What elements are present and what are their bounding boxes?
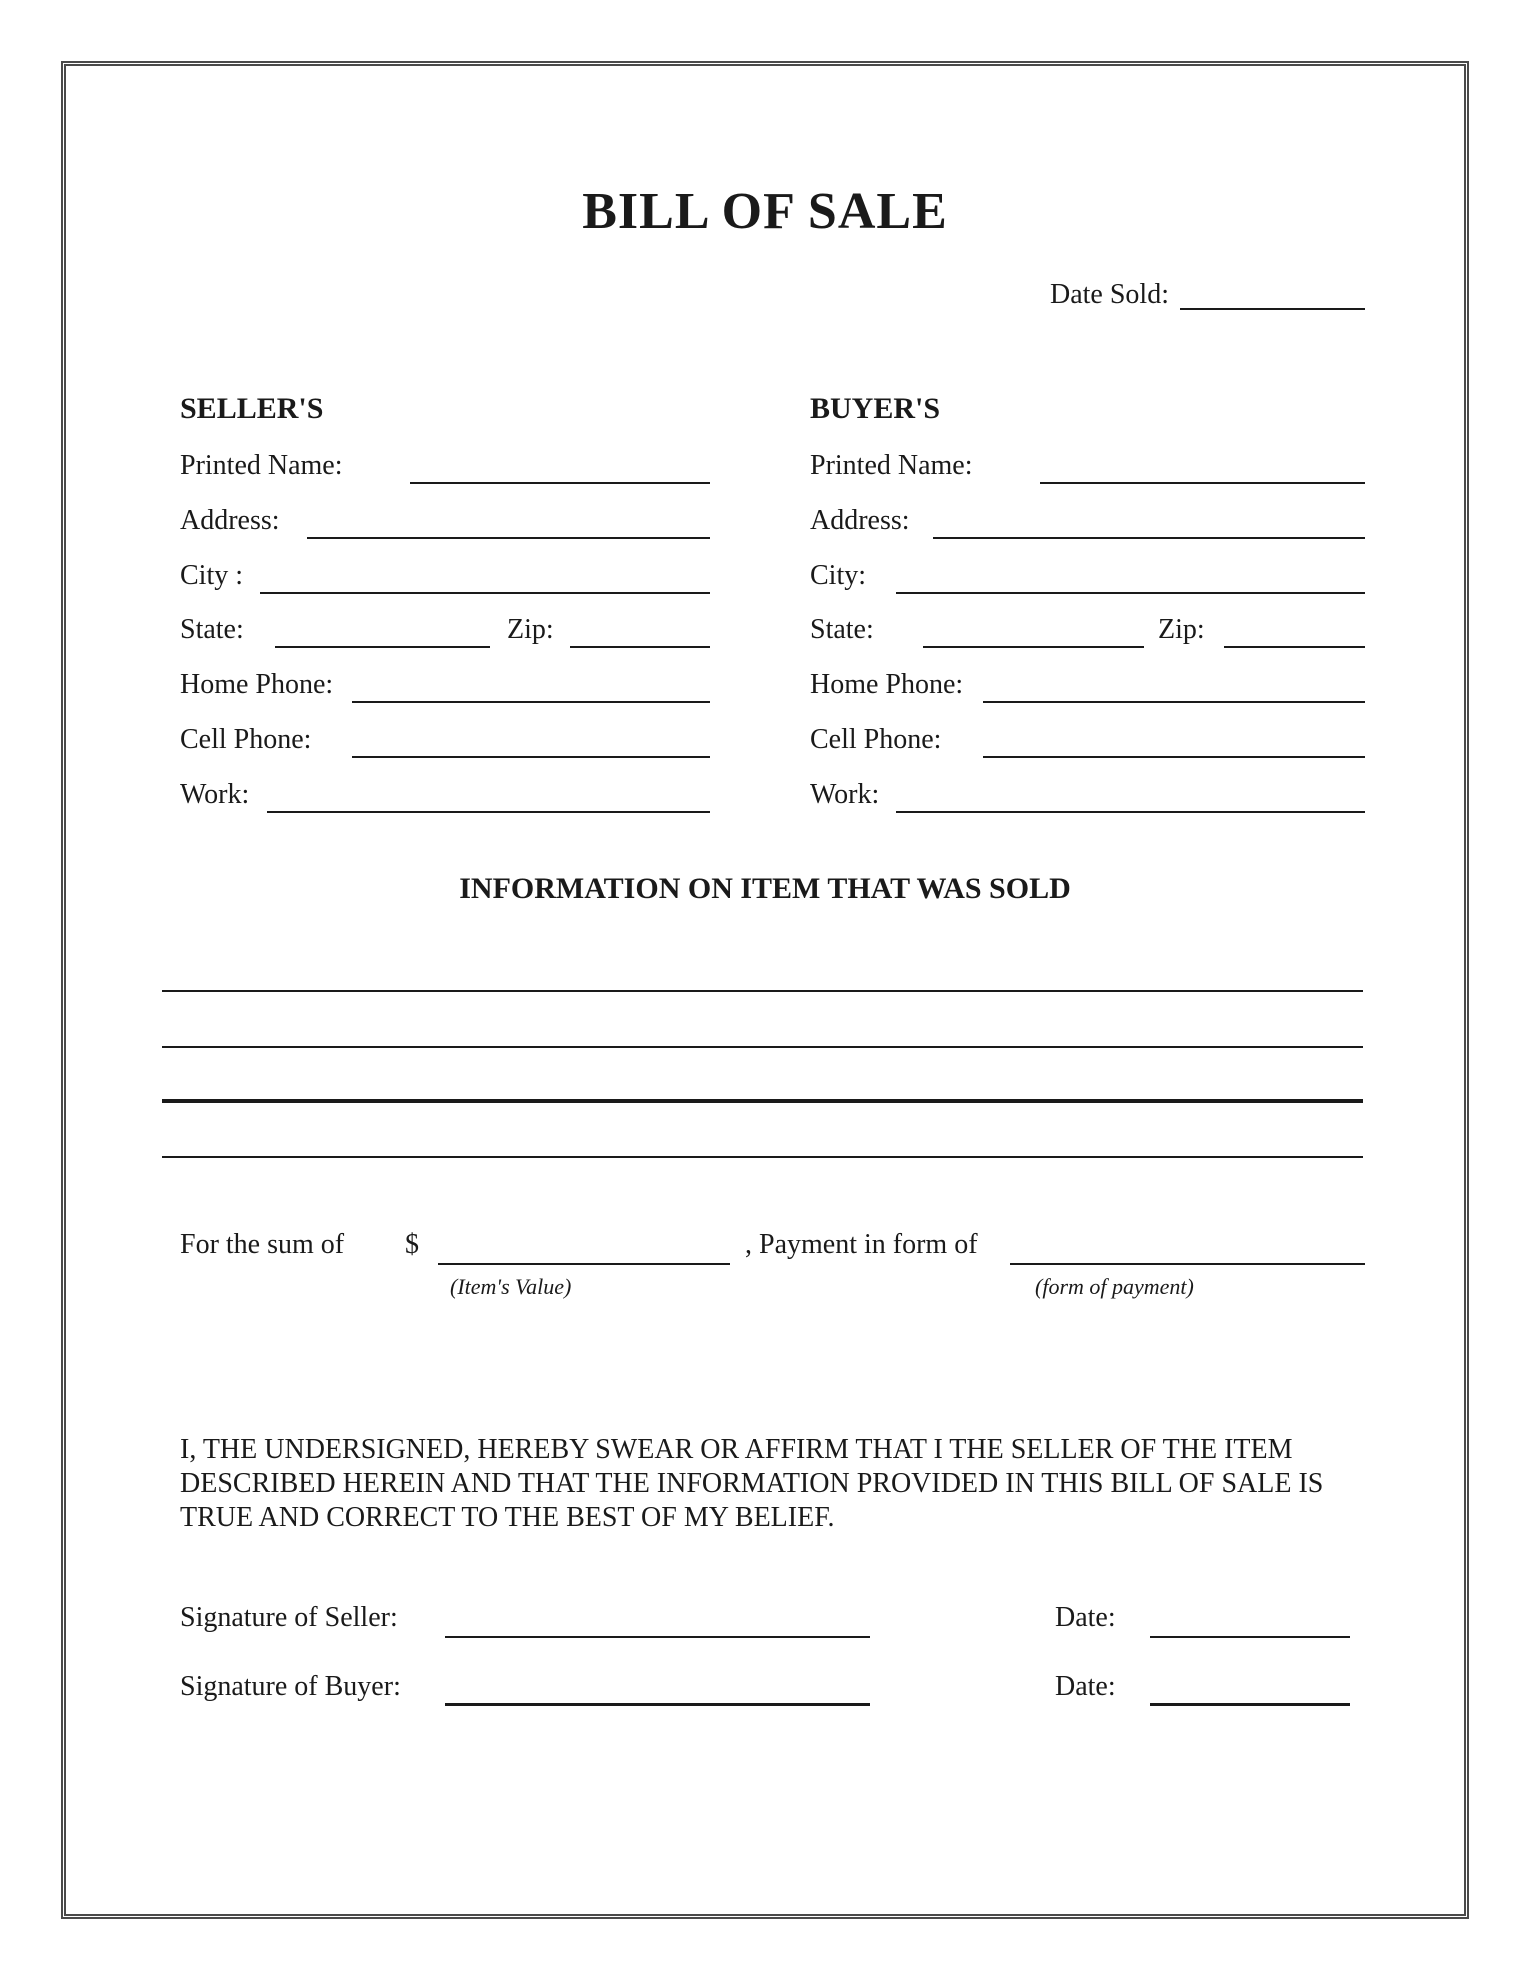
payment-form-caption: (form of payment) bbox=[1035, 1274, 1194, 1299]
buyer-signature-input[interactable] bbox=[445, 1703, 870, 1706]
affirmation-line-2: DESCRIBED HEREIN AND THAT THE INFORMATION PROVIDED IN THIS BILL OF SALE IS bbox=[180, 1468, 1324, 1499]
seller-printed-name-label: Printed Name: bbox=[180, 450, 343, 481]
date-sold-input[interactable] bbox=[1180, 308, 1365, 310]
seller-work-input[interactable] bbox=[267, 811, 710, 813]
buyer-home-phone-input[interactable] bbox=[983, 701, 1365, 703]
seller-signature-input[interactable] bbox=[445, 1636, 870, 1638]
seller-zip-input[interactable] bbox=[570, 646, 710, 648]
page-title: BILL OF SALE bbox=[582, 183, 948, 240]
seller-city-input[interactable] bbox=[260, 592, 710, 594]
seller-signature-date-label: Date: bbox=[1055, 1602, 1116, 1633]
seller-signature-label: Signature of Seller: bbox=[180, 1602, 398, 1633]
item-info-heading: INFORMATION ON ITEM THAT WAS SOLD bbox=[459, 872, 1071, 905]
seller-printed-name-input[interactable] bbox=[410, 482, 710, 484]
buyer-address-label: Address: bbox=[810, 505, 910, 536]
buyer-cell-phone-input[interactable] bbox=[983, 756, 1365, 758]
seller-cell-phone-input[interactable] bbox=[352, 756, 710, 758]
buyer-work-label: Work: bbox=[810, 779, 880, 810]
buyer-home-phone-label: Home Phone: bbox=[810, 669, 964, 700]
seller-section-heading: SELLER'S bbox=[180, 392, 324, 425]
date-sold-label: Date Sold: bbox=[1050, 279, 1169, 310]
item-info-line-1[interactable] bbox=[162, 990, 1363, 992]
buyer-signature-label: Signature of Buyer: bbox=[180, 1671, 401, 1702]
seller-signature-date-input[interactable] bbox=[1150, 1636, 1350, 1638]
buyer-zip-label: Zip: bbox=[1158, 614, 1205, 645]
seller-home-phone-input[interactable] bbox=[352, 701, 710, 703]
buyer-state-input[interactable] bbox=[923, 646, 1144, 648]
item-info-line-3[interactable] bbox=[162, 1099, 1363, 1103]
buyer-work-input[interactable] bbox=[896, 811, 1365, 813]
seller-state-input[interactable] bbox=[275, 646, 490, 648]
affirmation-paragraph bbox=[180, 1433, 1400, 1535]
buyer-printed-name-label: Printed Name: bbox=[810, 450, 973, 481]
buyer-zip-input[interactable] bbox=[1224, 646, 1365, 648]
buyer-state-label: State: bbox=[810, 614, 874, 645]
item-value-input[interactable] bbox=[438, 1263, 730, 1265]
affirmation-line-1: I, THE UNDERSIGNED, HEREBY SWEAR OR AFFIRM THAT I THE SELLER OF THE ITEM bbox=[180, 1434, 1293, 1465]
buyer-printed-name-input[interactable] bbox=[1040, 482, 1365, 484]
seller-city-label: City : bbox=[180, 560, 244, 591]
seller-address-input[interactable] bbox=[307, 537, 710, 539]
buyer-city-input[interactable] bbox=[896, 592, 1365, 594]
buyer-signature-date-input[interactable] bbox=[1150, 1703, 1350, 1706]
dollar-sign-label: $ bbox=[405, 1229, 419, 1260]
seller-zip-label: Zip: bbox=[507, 614, 554, 645]
seller-home-phone-label: Home Phone: bbox=[180, 669, 334, 700]
seller-state-label: State: bbox=[180, 614, 244, 645]
seller-cell-phone-label: Cell Phone: bbox=[180, 724, 312, 755]
payment-form-label: , Payment in form of bbox=[745, 1229, 978, 1260]
buyer-cell-phone-label: Cell Phone: bbox=[810, 724, 942, 755]
affirmation-line-3: TRUE AND CORRECT TO THE BEST OF MY BELIEF. bbox=[180, 1502, 835, 1533]
item-value-caption: (Item's Value) bbox=[450, 1274, 572, 1299]
buyer-address-input[interactable] bbox=[933, 537, 1365, 539]
item-info-line-2[interactable] bbox=[162, 1046, 1363, 1048]
seller-work-label: Work: bbox=[180, 779, 250, 810]
buyer-section-heading: BUYER'S bbox=[810, 392, 941, 425]
seller-address-label: Address: bbox=[180, 505, 280, 536]
sum-prefix-label: For the sum of bbox=[180, 1229, 345, 1260]
buyer-signature-date-label: Date: bbox=[1055, 1671, 1116, 1702]
payment-form-input[interactable] bbox=[1010, 1263, 1365, 1265]
item-info-line-4[interactable] bbox=[162, 1156, 1363, 1158]
buyer-city-label: City: bbox=[810, 560, 867, 591]
